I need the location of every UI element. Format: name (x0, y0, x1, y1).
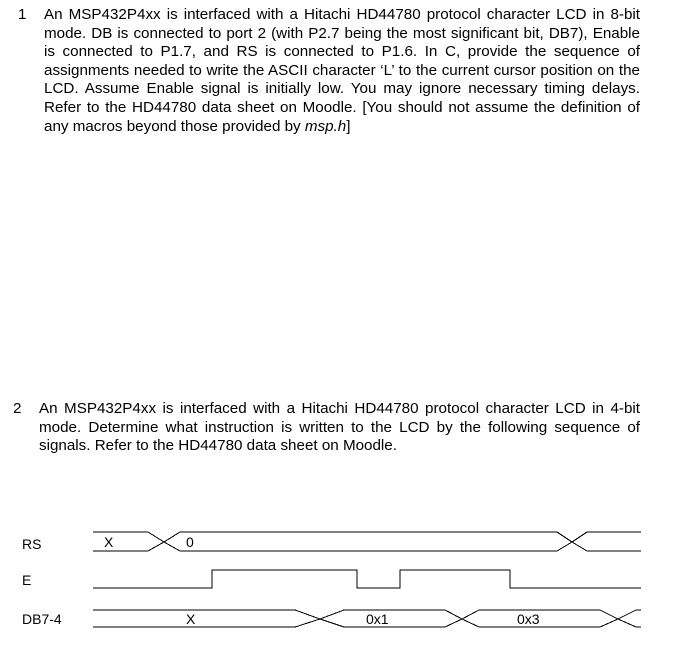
rs-waveform (93, 532, 641, 551)
signal-label-e: E (22, 572, 32, 588)
question-number: 2 (13, 400, 22, 417)
signal-label-rs: RS (22, 536, 42, 552)
db-value-x: X (186, 611, 196, 627)
rs-value-0: 0 (186, 534, 194, 550)
question-text-body: An MSP432P4xx is interfaced with a Hitachi HD44780 protocol character LCD in 8-bit mode. DB is connected to port 2 (with P2.7 being the most significant bit, DB7), Enable is connected to P1.7, and RS is connected to P1.6. In C, provide the sequence of assignments needed to write the ASCII character ‘L’ to the current cursor position on the LCD. Assume Enable signal is initially low. You may ignore necessary timing delays. Refer to the HD44780 data sheet on Moodle. [You should not assume the definition of any macros beyond those provided by (44, 6, 640, 135)
question-number: 1 (18, 6, 27, 23)
timing-diagram (0, 520, 683, 640)
db-value-0x1: 0x1 (366, 611, 389, 627)
header-name-emphasis: msp.h (304, 117, 347, 135)
question-text-end: ] (346, 117, 351, 135)
question-text (44, 6, 640, 136)
e-waveform (93, 570, 641, 588)
rs-value-x: X (104, 534, 114, 550)
db-value-0x3: 0x3 (517, 611, 540, 627)
signal-label-db: DB7-4 (22, 611, 62, 627)
question-text: An MSP432P4xx is interfaced with a Hitachi HD44780 protocol character LCD in 4-bit mode. Determine what instruction is written to the LCD by the following sequence of signals. Refer to the HD44780 data sheet on Moodle. (39, 400, 640, 455)
